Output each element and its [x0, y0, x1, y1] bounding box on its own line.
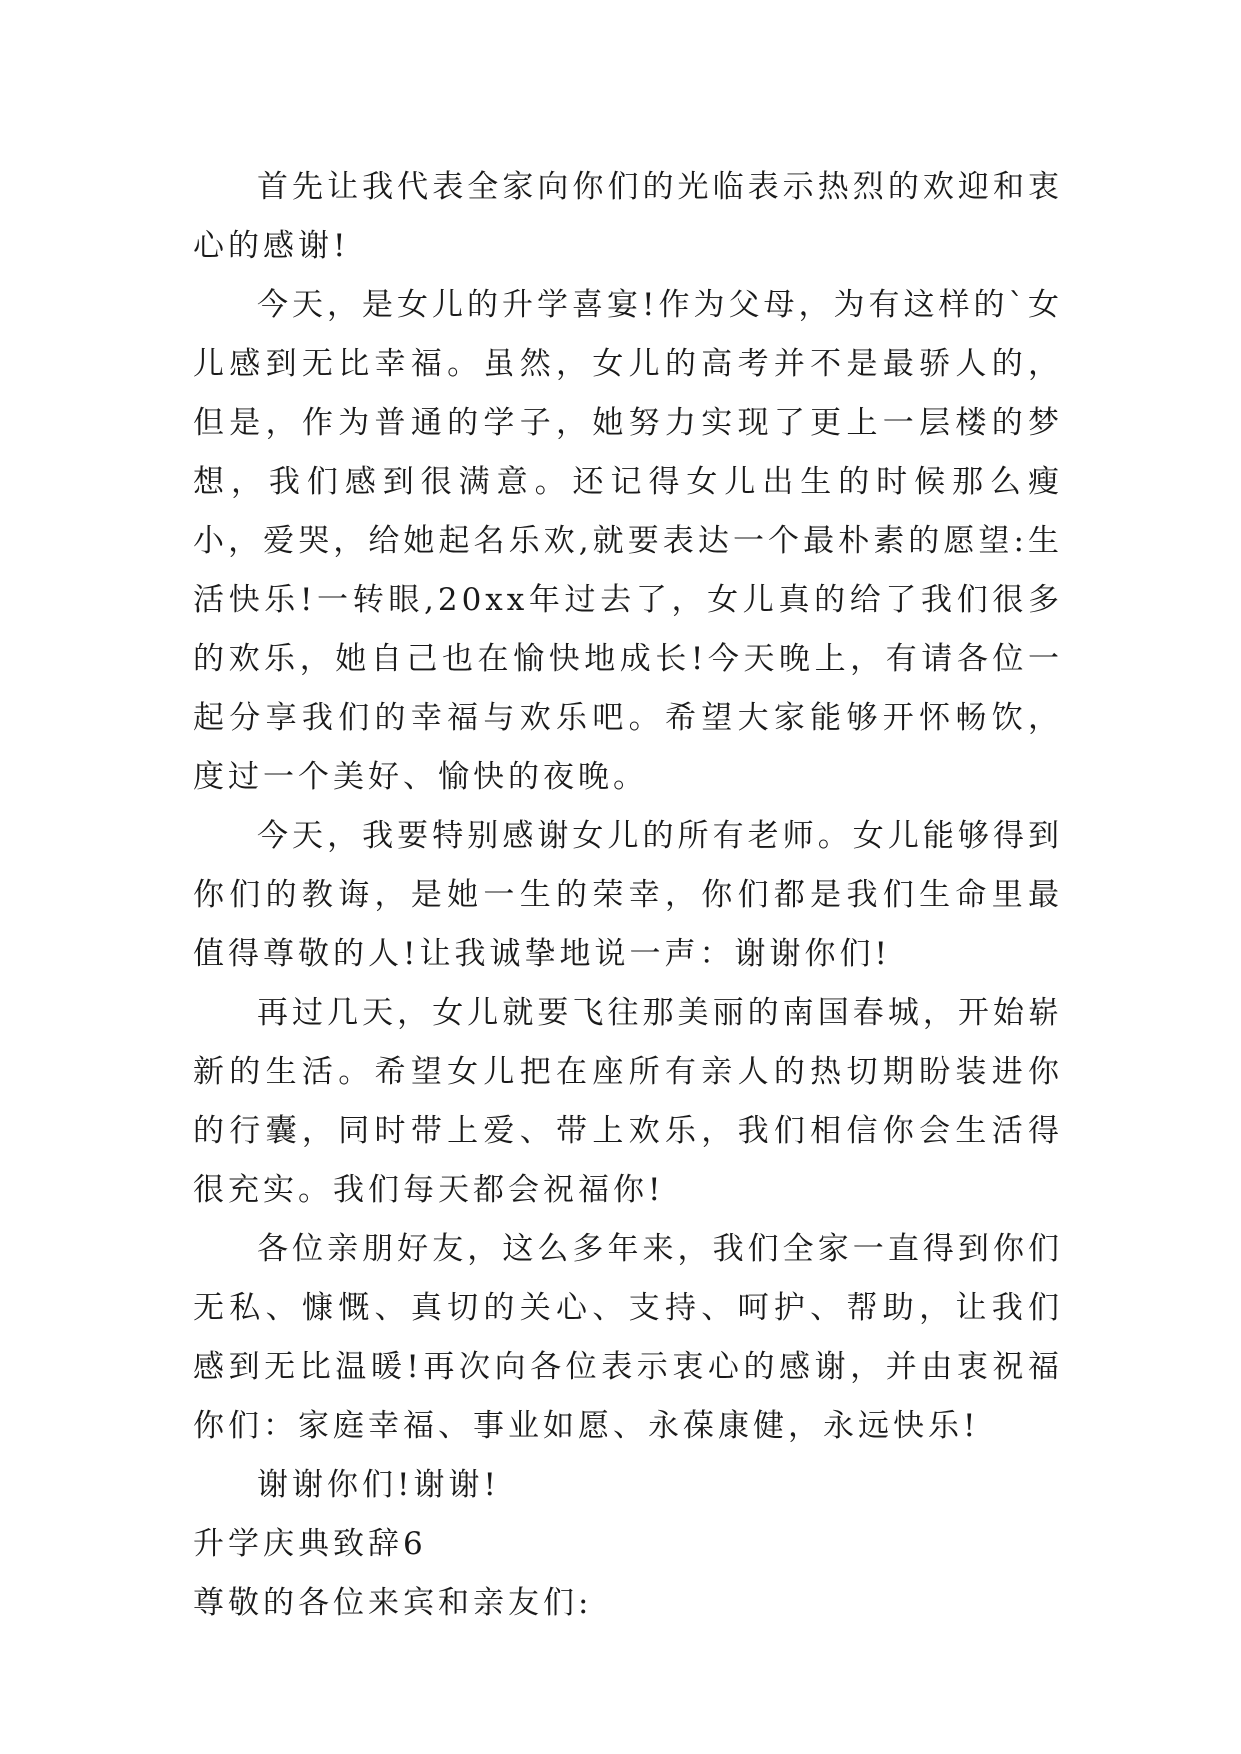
paragraph-closing-thanks: 谢谢你们!谢谢! — [257, 1467, 500, 1503]
paragraph-thank-teachers: 今天，我要特别感谢女儿的所有老师。女儿能够得到你们的教诲，是她一生的荣幸，你们都是我们生命里最值得尊敬的人!让我诚挚地说一声：谢谢你们! — [193, 818, 1063, 972]
paragraph-thank-friends: 各位亲朋好友，这么多年来，我们全家一直得到你们无私、慷慨、真切的关心、支持、呵护、帮助，让我们感到无比温暖!再次向各位表示衷心的感谢，并由衷祝福你们：家庭幸福、事业如愿、永葆康健，永远快乐! — [193, 1231, 1063, 1444]
paragraph-welcome: 首先让我代表全家向你们的光临表示热烈的欢迎和衷心的感谢! — [193, 169, 1063, 264]
paragraph-daughter-celebration: 今天，是女儿的升学喜宴!作为父母，为有这样的`女儿感到无比幸福。虽然，女儿的高考并不是最骄人的，但是，作为普通的学子，她努力实现了更上一层楼的梦想，我们感到很满意。还记得女儿出生的时候那么瘦小，爱哭，给她起名乐欢,就要表达一个最朴素的愿望:生活快乐!一转眼,20xx年过去了，女儿真的给了我们很多的欢乐，她自己也在愉快地成长!今天晚上，有请各位一起分享我们的幸福与欢乐吧。希望大家能够开怀畅饮，度过一个美好、愉快的夜晚。 — [193, 287, 1063, 795]
document-body — [193, 158, 1063, 1633]
paragraph-new-life: 再过几天，女儿就要飞往那美丽的南国春城，开始崭新的生活。希望女儿把在座所有亲人的热切期盼装进你的行囊，同时带上爱、带上欢乐，我们相信你会生活得很充实。我们每天都会祝福你! — [193, 995, 1063, 1208]
salutation: 尊敬的各位来宾和亲友们: — [193, 1585, 593, 1621]
section-title: 升学庆典致辞6 — [193, 1526, 427, 1562]
